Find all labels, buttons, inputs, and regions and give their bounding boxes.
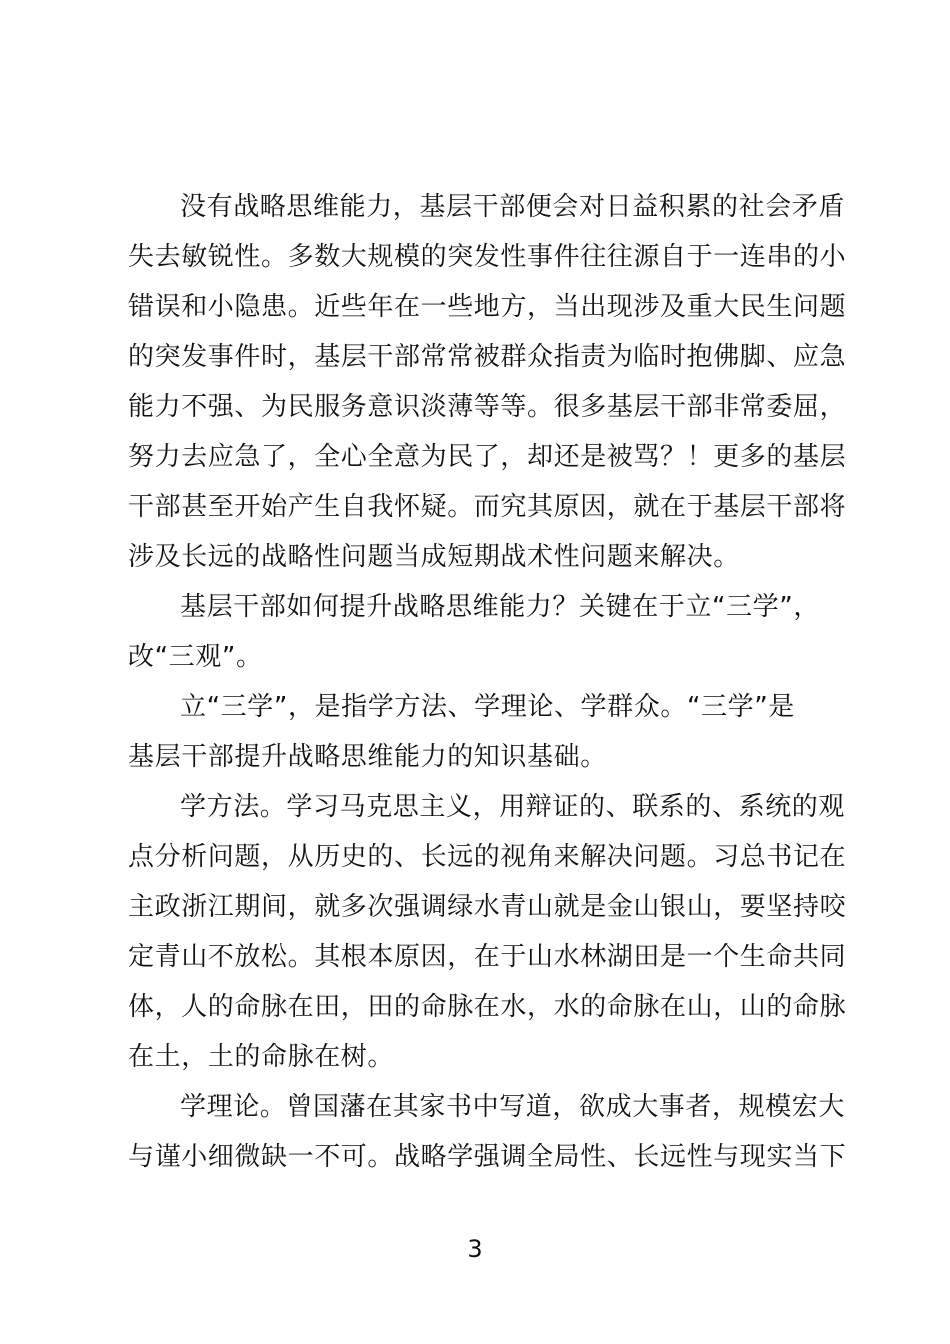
page-number: 3 [467, 1235, 483, 1263]
text-line: 努力去应急了，全心全意为民了，却还是被骂？！更多的基层 [128, 442, 847, 472]
text-line: 能力不强、为民服务意识淡薄等等。很多基层干部非常委屈， [128, 392, 847, 422]
text-line: 失去敏锐性。多数大规模的突发性事件往往源自于一连串的小 [128, 242, 847, 272]
text-line: 定青山不放松。其根本原因，在于山水林湖田是一个生命共同 [128, 942, 847, 972]
paragraph [128, 782, 847, 1082]
text-line: 在土，土的命脉在树。 [128, 1042, 395, 1072]
text-line: 点分析问题，从历史的、长远的视角来解决问题。习总书记在 [128, 842, 847, 872]
text-line: 基层干部提升战略思维能力的知识基础。 [128, 742, 607, 772]
text-line: 学理论。曾国藩在其家书中写道，欲成大事者，规模宏大 [180, 1092, 846, 1122]
text-line: 没有战略思维能力，基层干部便会对日益积累的社会矛盾 [180, 192, 846, 222]
text-line: 主政浙江期间，就多次强调绿水青山就是金山银山，要坚持咬 [128, 892, 847, 922]
text-line: 体，人的命脉在田，田的命脉在水，水的命脉在山，山的命脉 [128, 992, 847, 1022]
text-line: 改“三观”。 [128, 642, 263, 672]
text-line: 干部甚至开始产生自我怀疑。而究其原因，就在于基层干部将 [128, 492, 847, 522]
text-line: 涉及长远的战略性问题当成短期战术性问题来解决。 [128, 542, 740, 572]
paragraph [128, 1082, 847, 1182]
text-line: 错误和小隐患。近些年在一些地方，当出现涉及重大民生问题 [128, 292, 847, 322]
text-line: 基层干部如何提升战略思维能力？关键在于立“三学”， [180, 592, 820, 622]
document-body [128, 182, 847, 1182]
paragraph [128, 682, 834, 782]
paragraph [128, 582, 834, 682]
text-line: 立“三学”，是指学方法、学理论、学群众。“三学”是 [180, 692, 795, 722]
text-line: 的突发事件时，基层干部常常被群众指责为临时抱佛脚、应急 [128, 342, 847, 372]
paragraph [128, 182, 847, 582]
text-line: 学方法。学习马克思主义，用辩证的、联系的、系统的观 [180, 792, 846, 822]
text-line: 与谨小细微缺一不可。战略学强调全局性、长远性与现实当下 [128, 1142, 847, 1172]
